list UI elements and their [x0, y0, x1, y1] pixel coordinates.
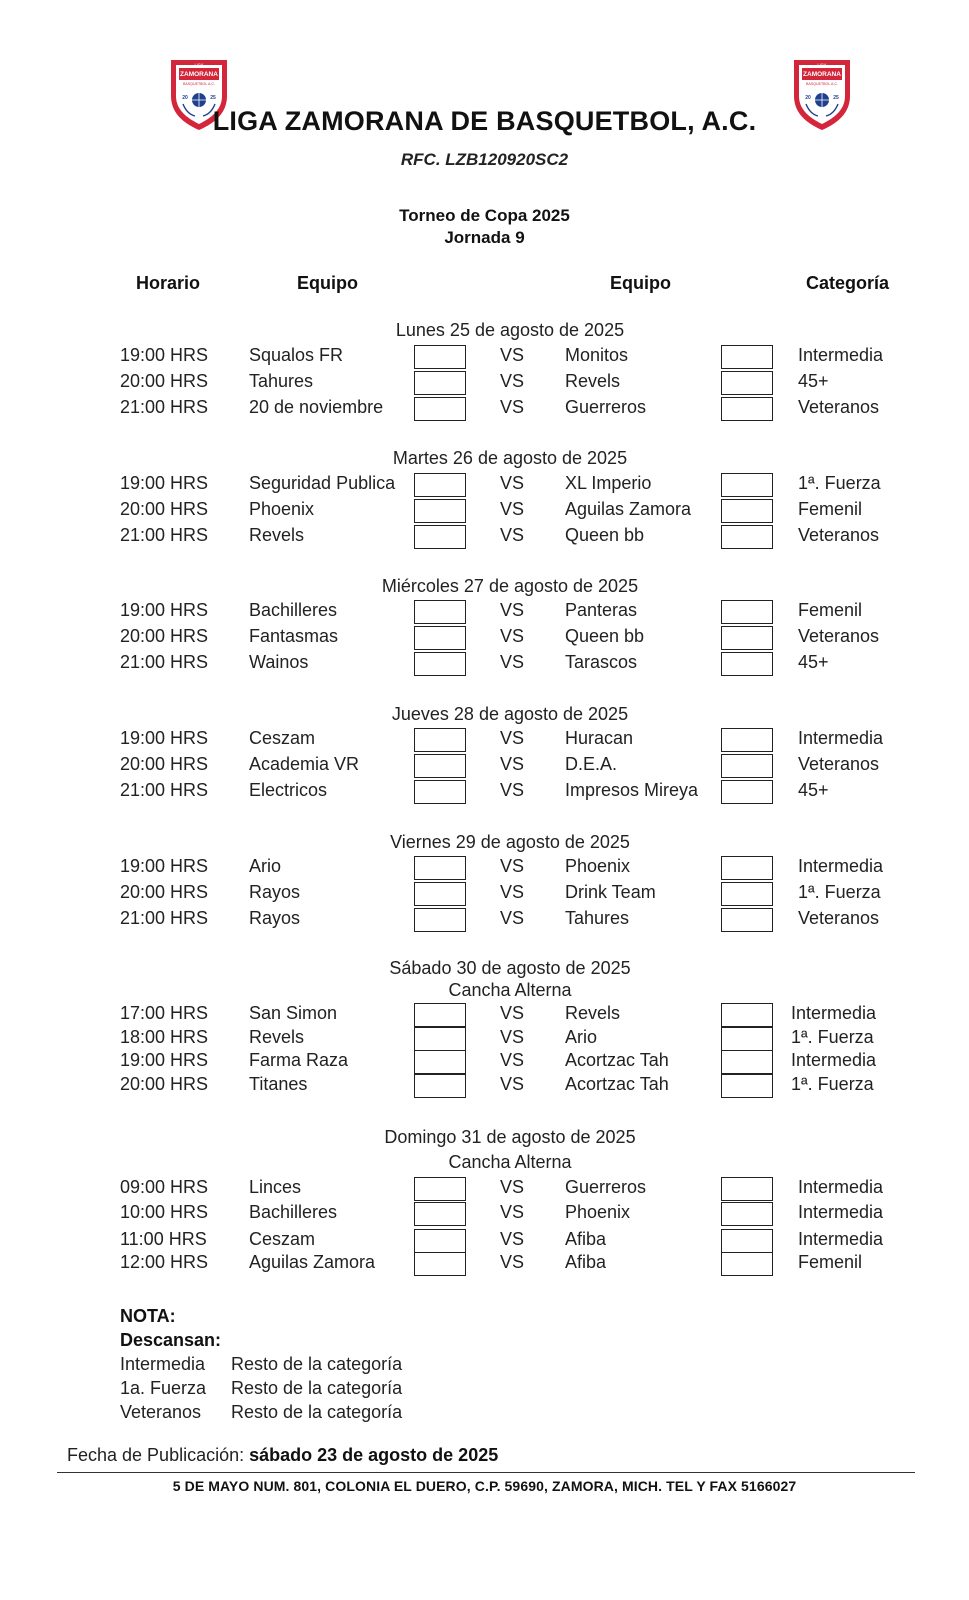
home-score-box: [414, 882, 466, 906]
away-team: Acortzac Tah: [565, 1074, 669, 1094]
away-score-box: [721, 345, 773, 369]
away-score-box: [721, 882, 773, 906]
round-title: Jornada 9: [444, 228, 525, 247]
match-row: [0, 908, 969, 934]
home-team: Revels: [249, 525, 305, 545]
resting-category: Veteranos: [120, 1402, 202, 1422]
match-time: 21:00 HRS: [120, 908, 209, 928]
vs-label: VS: [500, 1177, 525, 1197]
match-row: [0, 1050, 969, 1076]
organization-title: LIGA ZAMORANA DE BASQUETBOL, A.C.: [212, 106, 757, 136]
match-time: 19:00 HRS: [120, 728, 209, 748]
match-time: 17:00 HRS: [120, 1003, 209, 1023]
match-category: 1ª. Fuerza: [791, 1074, 874, 1094]
publication-label: Fecha de Publicación:: [67, 1445, 245, 1465]
resting-row: [120, 1354, 403, 1375]
match-category: Femenil: [798, 1252, 863, 1272]
home-score-box: [414, 754, 466, 778]
away-score-box: [721, 1074, 773, 1098]
away-team: Guerreros: [565, 1177, 647, 1197]
vs-label: VS: [500, 499, 525, 519]
svg-text:ZAMORANA: ZAMORANA: [180, 71, 218, 78]
vs-label: VS: [500, 525, 525, 545]
away-team: Queen bb: [565, 626, 645, 646]
away-team: Impresos Mireya: [565, 780, 699, 800]
home-team: Electricos: [249, 780, 328, 800]
day-title: Lunes 25 de agosto de 2025: [395, 320, 625, 340]
away-team: Tahures: [565, 908, 630, 928]
match-time: 20:00 HRS: [120, 1074, 209, 1094]
home-score-box: [414, 908, 466, 932]
match-category: 45+: [798, 780, 829, 800]
home-score-box: [414, 1229, 466, 1253]
match-row: [0, 1074, 969, 1100]
away-score-box: [721, 525, 773, 549]
home-score-box: [414, 473, 466, 497]
match-category: Intermedia: [798, 1177, 884, 1197]
match-time: 19:00 HRS: [120, 473, 209, 493]
match-time: 21:00 HRS: [120, 780, 209, 800]
away-score-box: [721, 1177, 773, 1201]
match-time: 20:00 HRS: [120, 626, 209, 646]
match-category: Intermedia: [798, 728, 884, 748]
match-category: 45+: [798, 371, 829, 391]
away-score-box: [721, 371, 773, 395]
vs-label: VS: [500, 908, 525, 928]
away-score-box: [721, 652, 773, 676]
away-score-box: [721, 856, 773, 880]
away-team: D.E.A.: [565, 754, 618, 774]
home-team: Titanes: [249, 1074, 308, 1094]
home-score-box: [414, 1252, 466, 1276]
away-team: Panteras: [565, 600, 638, 620]
match-time: 18:00 HRS: [120, 1027, 209, 1047]
home-team: Farma Raza: [249, 1050, 349, 1070]
match-row: [0, 499, 969, 525]
away-score-box: [721, 397, 773, 421]
day-title: Martes 26 de agosto de 2025: [392, 448, 628, 468]
vs-label: VS: [500, 1074, 525, 1094]
away-team: Phoenix: [565, 1202, 631, 1222]
away-team: Huracan: [565, 728, 634, 748]
match-time: 21:00 HRS: [120, 525, 209, 545]
match-category: Veteranos: [798, 525, 880, 545]
vs-label: VS: [500, 754, 525, 774]
away-team: Monitos: [565, 345, 629, 365]
home-team: Tahures: [249, 371, 314, 391]
match-row: [0, 525, 969, 551]
home-score-box: [414, 1003, 466, 1027]
vs-label: VS: [500, 626, 525, 646]
match-time: 20:00 HRS: [120, 754, 209, 774]
match-category: 1ª. Fuerza: [798, 882, 881, 902]
match-time: 19:00 HRS: [120, 600, 209, 620]
home-team: Rayos: [249, 882, 301, 902]
home-score-box: [414, 728, 466, 752]
resting-detail: Resto de la categoría: [231, 1378, 403, 1398]
vs-label: VS: [500, 1202, 525, 1222]
home-team: Squalos FR: [249, 345, 344, 365]
match-category: Veteranos: [798, 626, 880, 646]
away-score-box: [721, 600, 773, 624]
home-team: Bachilleres: [249, 1202, 338, 1222]
match-time: 19:00 HRS: [120, 345, 209, 365]
away-score-box: [721, 499, 773, 523]
match-category: Femenil: [798, 499, 863, 519]
match-time: 10:00 HRS: [120, 1202, 209, 1222]
note-label: NOTA:: [120, 1306, 176, 1326]
away-score-box: [721, 754, 773, 778]
resting-category: Intermedia: [120, 1354, 206, 1374]
publication-date: [67, 1445, 498, 1466]
away-score-box: [721, 728, 773, 752]
match-row: [0, 626, 969, 652]
away-score-box: [721, 1252, 773, 1276]
match-row: [0, 473, 969, 499]
svg-text:LIGA: LIGA: [194, 62, 204, 67]
vs-label: VS: [500, 856, 525, 876]
match-row: [0, 1177, 969, 1203]
home-team: Ario: [249, 856, 282, 876]
match-row: [0, 345, 969, 371]
publication-date-value: sábado 23 de agosto de 2025: [249, 1445, 499, 1465]
match-time: 20:00 HRS: [120, 499, 209, 519]
day-title: Domingo 31 de agosto de 2025: [384, 1127, 636, 1147]
match-category: Veteranos: [798, 754, 880, 774]
match-category: Intermedia: [798, 345, 884, 365]
resting-category: 1a. Fuerza: [120, 1378, 207, 1398]
away-team: Phoenix: [565, 856, 631, 876]
home-score-box: [414, 345, 466, 369]
match-row: [0, 780, 969, 806]
away-team: Ario: [565, 1027, 598, 1047]
away-team: Revels: [565, 371, 621, 391]
home-score-box: [414, 856, 466, 880]
match-time: 21:00 HRS: [120, 397, 209, 417]
home-team: Revels: [249, 1027, 305, 1047]
away-score-box: [721, 626, 773, 650]
away-team: Acortzac Tah: [565, 1050, 669, 1070]
match-row: [0, 856, 969, 882]
match-time: 09:00 HRS: [120, 1177, 209, 1197]
home-score-box: [414, 1177, 466, 1201]
resting-label: Descansan:: [120, 1330, 222, 1350]
away-score-box: [721, 1027, 773, 1051]
home-score-box: [414, 1202, 466, 1226]
home-team: Ceszam: [249, 1229, 316, 1249]
home-team: Wainos: [249, 652, 309, 672]
footer-divider: [57, 1472, 915, 1473]
day-subtitle: Cancha Alterna: [448, 980, 572, 1000]
home-score-box: [414, 600, 466, 624]
day-subtitle: Cancha Alterna: [448, 1152, 572, 1172]
vs-label: VS: [500, 1252, 525, 1272]
match-time: 19:00 HRS: [120, 1050, 209, 1070]
rfc-number: RFC. LZB120920SC2: [400, 150, 569, 169]
match-time: 20:00 HRS: [120, 882, 209, 902]
day-title: Sábado 30 de agosto de 2025: [389, 958, 631, 978]
match-category: Veteranos: [798, 397, 880, 417]
vs-label: VS: [500, 780, 525, 800]
vs-label: VS: [500, 473, 525, 493]
match-category: Intermedia: [798, 1229, 884, 1249]
resting-detail: Resto de la categoría: [231, 1354, 403, 1374]
footer-address: 5 DE MAYO NUM. 801, COLONIA EL DUERO, C.P. 59690, ZAMORA, MICH. TEL Y FAX 5166027: [172, 1478, 797, 1494]
match-row: [0, 600, 969, 626]
match-category: Femenil: [798, 600, 863, 620]
away-team: Queen bb: [565, 525, 645, 545]
away-team: Revels: [565, 1003, 621, 1023]
match-category: Intermedia: [798, 856, 884, 876]
match-category: Intermedia: [791, 1003, 877, 1023]
vs-label: VS: [500, 728, 525, 748]
day-title: Miércoles 27 de agosto de 2025: [381, 576, 639, 596]
match-time: 21:00 HRS: [120, 652, 209, 672]
resting-row: [120, 1378, 403, 1399]
vs-label: VS: [500, 882, 525, 902]
away-team: XL Imperio: [565, 473, 652, 493]
away-score-box: [721, 1050, 773, 1074]
away-team: Afiba: [565, 1252, 607, 1272]
home-score-box: [414, 626, 466, 650]
home-score-box: [414, 1027, 466, 1051]
resting-row: [120, 1402, 403, 1423]
vs-label: VS: [500, 371, 525, 391]
match-row: [0, 371, 969, 397]
vs-label: VS: [500, 652, 525, 672]
home-score-box: [414, 652, 466, 676]
match-time: 20:00 HRS: [120, 371, 209, 391]
vs-label: VS: [500, 345, 525, 365]
match-category: Intermedia: [791, 1050, 877, 1070]
svg-text:LIGA: LIGA: [817, 62, 827, 67]
home-score-box: [414, 499, 466, 523]
home-team: Ceszam: [249, 728, 316, 748]
home-team: 20 de noviembre: [249, 397, 384, 417]
match-category: Veteranos: [798, 908, 880, 928]
home-score-box: [414, 1050, 466, 1074]
match-time: 12:00 HRS: [120, 1252, 209, 1272]
home-team: Rayos: [249, 908, 301, 928]
away-score-box: [721, 1202, 773, 1226]
away-score-box: [721, 908, 773, 932]
away-team: Tarascos: [565, 652, 638, 672]
tournament-title: Torneo de Copa 2025: [399, 206, 570, 225]
away-team: Drink Team: [565, 882, 656, 902]
column-header-team1: Equipo: [297, 273, 358, 293]
home-team: Seguridad Publica: [249, 473, 396, 493]
home-team: Linces: [249, 1177, 302, 1197]
svg-text:BASQUETBOL A.C.: BASQUETBOL A.C.: [182, 82, 216, 86]
home-score-box: [414, 525, 466, 549]
home-team: San Simon: [249, 1003, 338, 1023]
home-score-box: [414, 371, 466, 395]
match-category: 1ª. Fuerza: [791, 1027, 874, 1047]
svg-text:25: 25: [833, 95, 839, 101]
resting-detail: Resto de la categoría: [231, 1402, 403, 1422]
vs-label: VS: [500, 600, 525, 620]
away-team: Afiba: [565, 1229, 607, 1249]
match-row: [0, 728, 969, 754]
vs-label: VS: [500, 1050, 525, 1070]
match-row: [0, 1202, 969, 1228]
svg-text:20: 20: [805, 95, 811, 101]
match-category: Intermedia: [798, 1202, 884, 1222]
match-time: 19:00 HRS: [120, 856, 209, 876]
away-team: Aguilas Zamora: [565, 499, 692, 519]
svg-text:20: 20: [182, 95, 188, 101]
match-category: 1ª. Fuerza: [798, 473, 881, 493]
home-score-box: [414, 1074, 466, 1098]
home-team: Fantasmas: [249, 626, 339, 646]
match-time: 11:00 HRS: [120, 1229, 207, 1249]
vs-label: VS: [500, 1003, 525, 1023]
column-header-category: Categoría: [806, 273, 890, 293]
home-score-box: [414, 780, 466, 804]
vs-label: VS: [500, 397, 525, 417]
away-score-box: [721, 780, 773, 804]
away-score-box: [721, 1003, 773, 1027]
home-team: Academia VR: [249, 754, 360, 774]
home-team: Aguilas Zamora: [249, 1252, 376, 1272]
column-header-team2: Equipo: [610, 273, 671, 293]
match-row: [0, 882, 969, 908]
away-score-box: [721, 1229, 773, 1253]
vs-label: VS: [500, 1027, 525, 1047]
vs-label: VS: [500, 1229, 525, 1249]
home-team: Bachilleres: [249, 600, 338, 620]
svg-text:BASQUETBOL A.C.: BASQUETBOL A.C.: [805, 82, 839, 86]
match-row: [0, 1252, 969, 1278]
match-row: [0, 1003, 969, 1029]
svg-text:25: 25: [210, 95, 216, 101]
match-row: [0, 397, 969, 423]
away-team: Guerreros: [565, 397, 647, 417]
home-score-box: [414, 397, 466, 421]
svg-text:ZAMORANA: ZAMORANA: [803, 71, 841, 78]
match-row: [0, 652, 969, 678]
away-score-box: [721, 473, 773, 497]
day-title: Viernes 29 de agosto de 2025: [390, 832, 630, 852]
column-header-time: Horario: [136, 273, 201, 293]
day-title: Jueves 28 de agosto de 2025: [391, 704, 629, 724]
home-team: Phoenix: [249, 499, 315, 519]
match-row: [0, 754, 969, 780]
match-category: 45+: [798, 652, 829, 672]
